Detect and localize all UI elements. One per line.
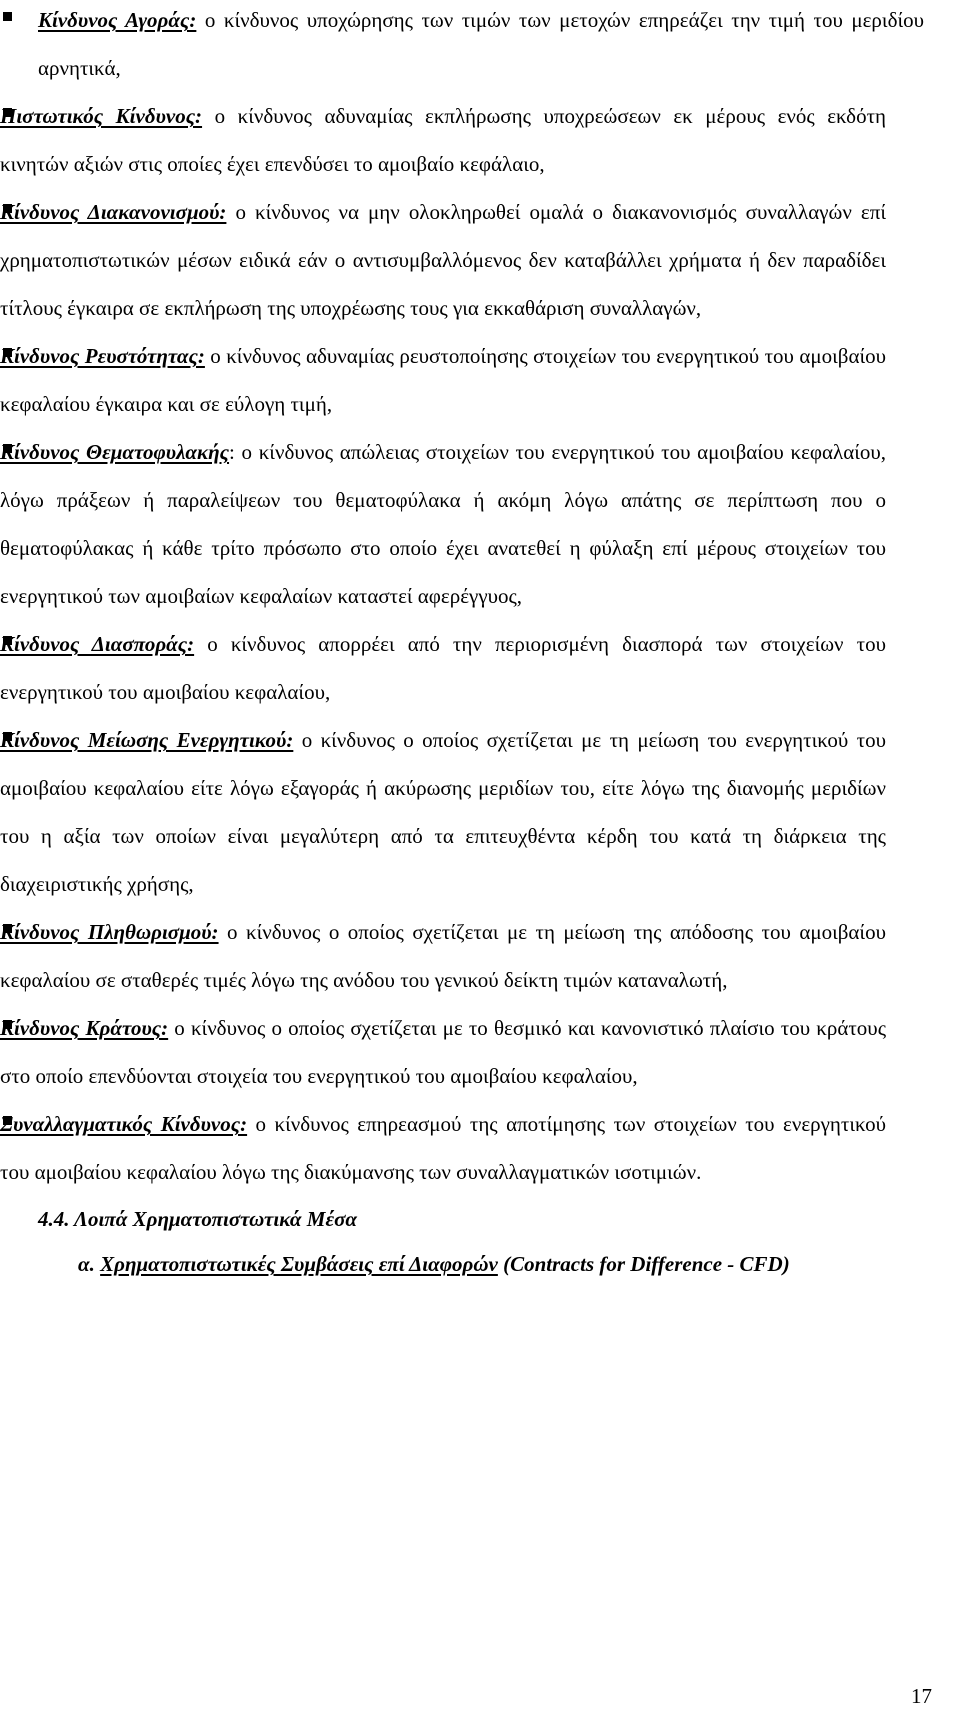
- sub-heading-underlined: Χρηματοπιστωτικές Συμβάσεις επί Διαφορών: [100, 1252, 498, 1276]
- risk-description: ο κίνδυνος να μην ολοκληρωθεί ομαλά ο διακανονισμός συναλλαγών επί χρηματοπιστωτικών μέσων ειδικά εάν ο αντισυμβαλλόμενος δεν καταβάλλει χρήματα ή δεν παραδίδει τίτλους έγκαιρα σε εκπλήρωση της υποχρέωσης τους για εκκαθάριση συναλλαγών,: [0, 200, 886, 320]
- risk-description: : ο κίνδυνος απώλειας στοιχείων του ενεργητικού του αμοιβαίου κεφαλαίου, λόγω πράξεων ή παραλείψεων του θεματοφύλακα ή ακόμη λόγω απάτης σε περίπτωση που ο θεματοφύλακας ή κάθε τρίτο πρόσωπο στο οποίο έχει ανατεθεί η φύλαξη επί μέρους στοιχείων του ενεργητικού των αμοιβαίων κεφαλαίων καταστεί αφερέγγυος,: [0, 440, 886, 608]
- risk-item-market: [0, 0, 960, 92]
- risk-paragraph: [0, 620, 886, 716]
- risk-term: Κίνδυνος Θεματοφυλακής: [0, 440, 230, 464]
- sub-heading-prefix: α.: [78, 1252, 101, 1276]
- risk-paragraph: [0, 908, 886, 1004]
- sub-heading: [78, 1243, 928, 1285]
- risk-item-country: [0, 1004, 960, 1100]
- risk-description: ο κίνδυνος ο οποίος σχετίζεται με τη μείωση της απόδοσης του αμοιβαίου κεφαλαίου σε σταθερές τιμές λόγω της ανόδου του γενικού δείκτη τιμών καταναλωτή,: [0, 920, 886, 992]
- section-heading: 4.4. Λοιπά Χρηματοπιστωτικά Μέσα: [38, 1207, 358, 1231]
- sub-heading-rest: (Contracts for Difference - CFD): [497, 1252, 790, 1276]
- risk-paragraph: [0, 716, 886, 908]
- risk-item-liquidity: [0, 332, 960, 428]
- risk-term: Κίνδυνος Διακανονισμού:: [0, 200, 227, 224]
- risk-paragraph: [38, 0, 924, 92]
- risk-description: ο κίνδυνος ο οποίος σχετίζεται με το θεσμικό και κανονιστικό πλαίσιο του κράτους στο οποίο επενδύονται στοιχεία του ενεργητικού του αμοιβαίου κεφαλαίου,: [0, 1016, 887, 1088]
- risk-term: Κίνδυνος Πληθωρισμού:: [0, 920, 219, 944]
- risk-term: Κίνδυνος Ρευστότητας:: [0, 344, 205, 368]
- risk-paragraph: [0, 1004, 886, 1100]
- risk-term: Συναλλαγματικός Κίνδυνος:: [0, 1112, 248, 1136]
- risk-term: Κίνδυνος Αγοράς:: [38, 8, 197, 32]
- risk-description: ο κίνδυνος υποχώρησης των τιμών των μετοχών επηρεάζει την τιμή του μεριδίου αρνητικά,: [38, 8, 925, 80]
- square-bullet-icon: [3, 12, 12, 21]
- risk-paragraph: [0, 188, 886, 332]
- risk-term: Κίνδυνος Κράτους:: [0, 1016, 169, 1040]
- risk-term: Κίνδυνος Μείωσης Ενεργητικού:: [0, 728, 294, 752]
- risk-paragraph: [0, 428, 886, 620]
- risk-item-settlement: [0, 188, 960, 332]
- page-number: 17: [911, 1684, 932, 1708]
- risk-item-currency: [0, 1100, 960, 1196]
- risk-item-asset-reduction: [0, 716, 960, 908]
- risk-paragraph: [0, 1100, 886, 1196]
- risk-item-custody: [0, 428, 960, 620]
- risk-item-credit: [0, 92, 960, 188]
- risk-description: ο κίνδυνος επηρεασμού της αποτίμησης των στοιχείων του ενεργητικού του αμοιβαίου κεφαλαίου λόγω της διακύμανσης των συναλλαγματικών ισοτιμιών.: [0, 1112, 887, 1184]
- risk-description: ο κίνδυνος ο οποίος σχετίζεται με τη μείωση του ενεργητικού του αμοιβαίου κεφαλαίου είτε λόγω εξαγοράς ή ακύρωσης μεριδίων του, είτε λόγω της διανομής μεριδίων του η αξία των οποίων είναι μεγαλύτερη από τα επιτευχθέντα κέρδη του κατά τη διάρκεια της διαχειριστικής χρήσης,: [0, 728, 886, 896]
- risk-item-diversification: [0, 620, 960, 716]
- risk-paragraph: [0, 92, 886, 188]
- risk-description: ο κίνδυνος απορρέει από την περιορισμένη διασπορά των στοιχείων του ενεργητικού του αμοιβαίου κεφαλαίου,: [0, 632, 886, 704]
- risk-paragraph: [0, 332, 886, 428]
- risk-item-inflation: [0, 908, 960, 1004]
- risk-term: Πιστωτικός Κίνδυνος:: [0, 104, 203, 128]
- risk-description: ο κίνδυνος αδυναμίας εκπλήρωσης υποχρεώσεων εκ μέρους ενός εκδότη κινητών αξιών στις οποίες έχει επενδύσει το αμοιβαίο κεφάλαιο,: [0, 104, 886, 176]
- risk-term: Κίνδυνος Διασποράς:: [0, 632, 195, 656]
- risk-description: ο κίνδυνος αδυναμίας ρευστοποίησης στοιχείων του ενεργητικού του αμοιβαίου κεφαλαίου έγκαιρα και σε εύλογη τιμή,: [0, 344, 886, 416]
